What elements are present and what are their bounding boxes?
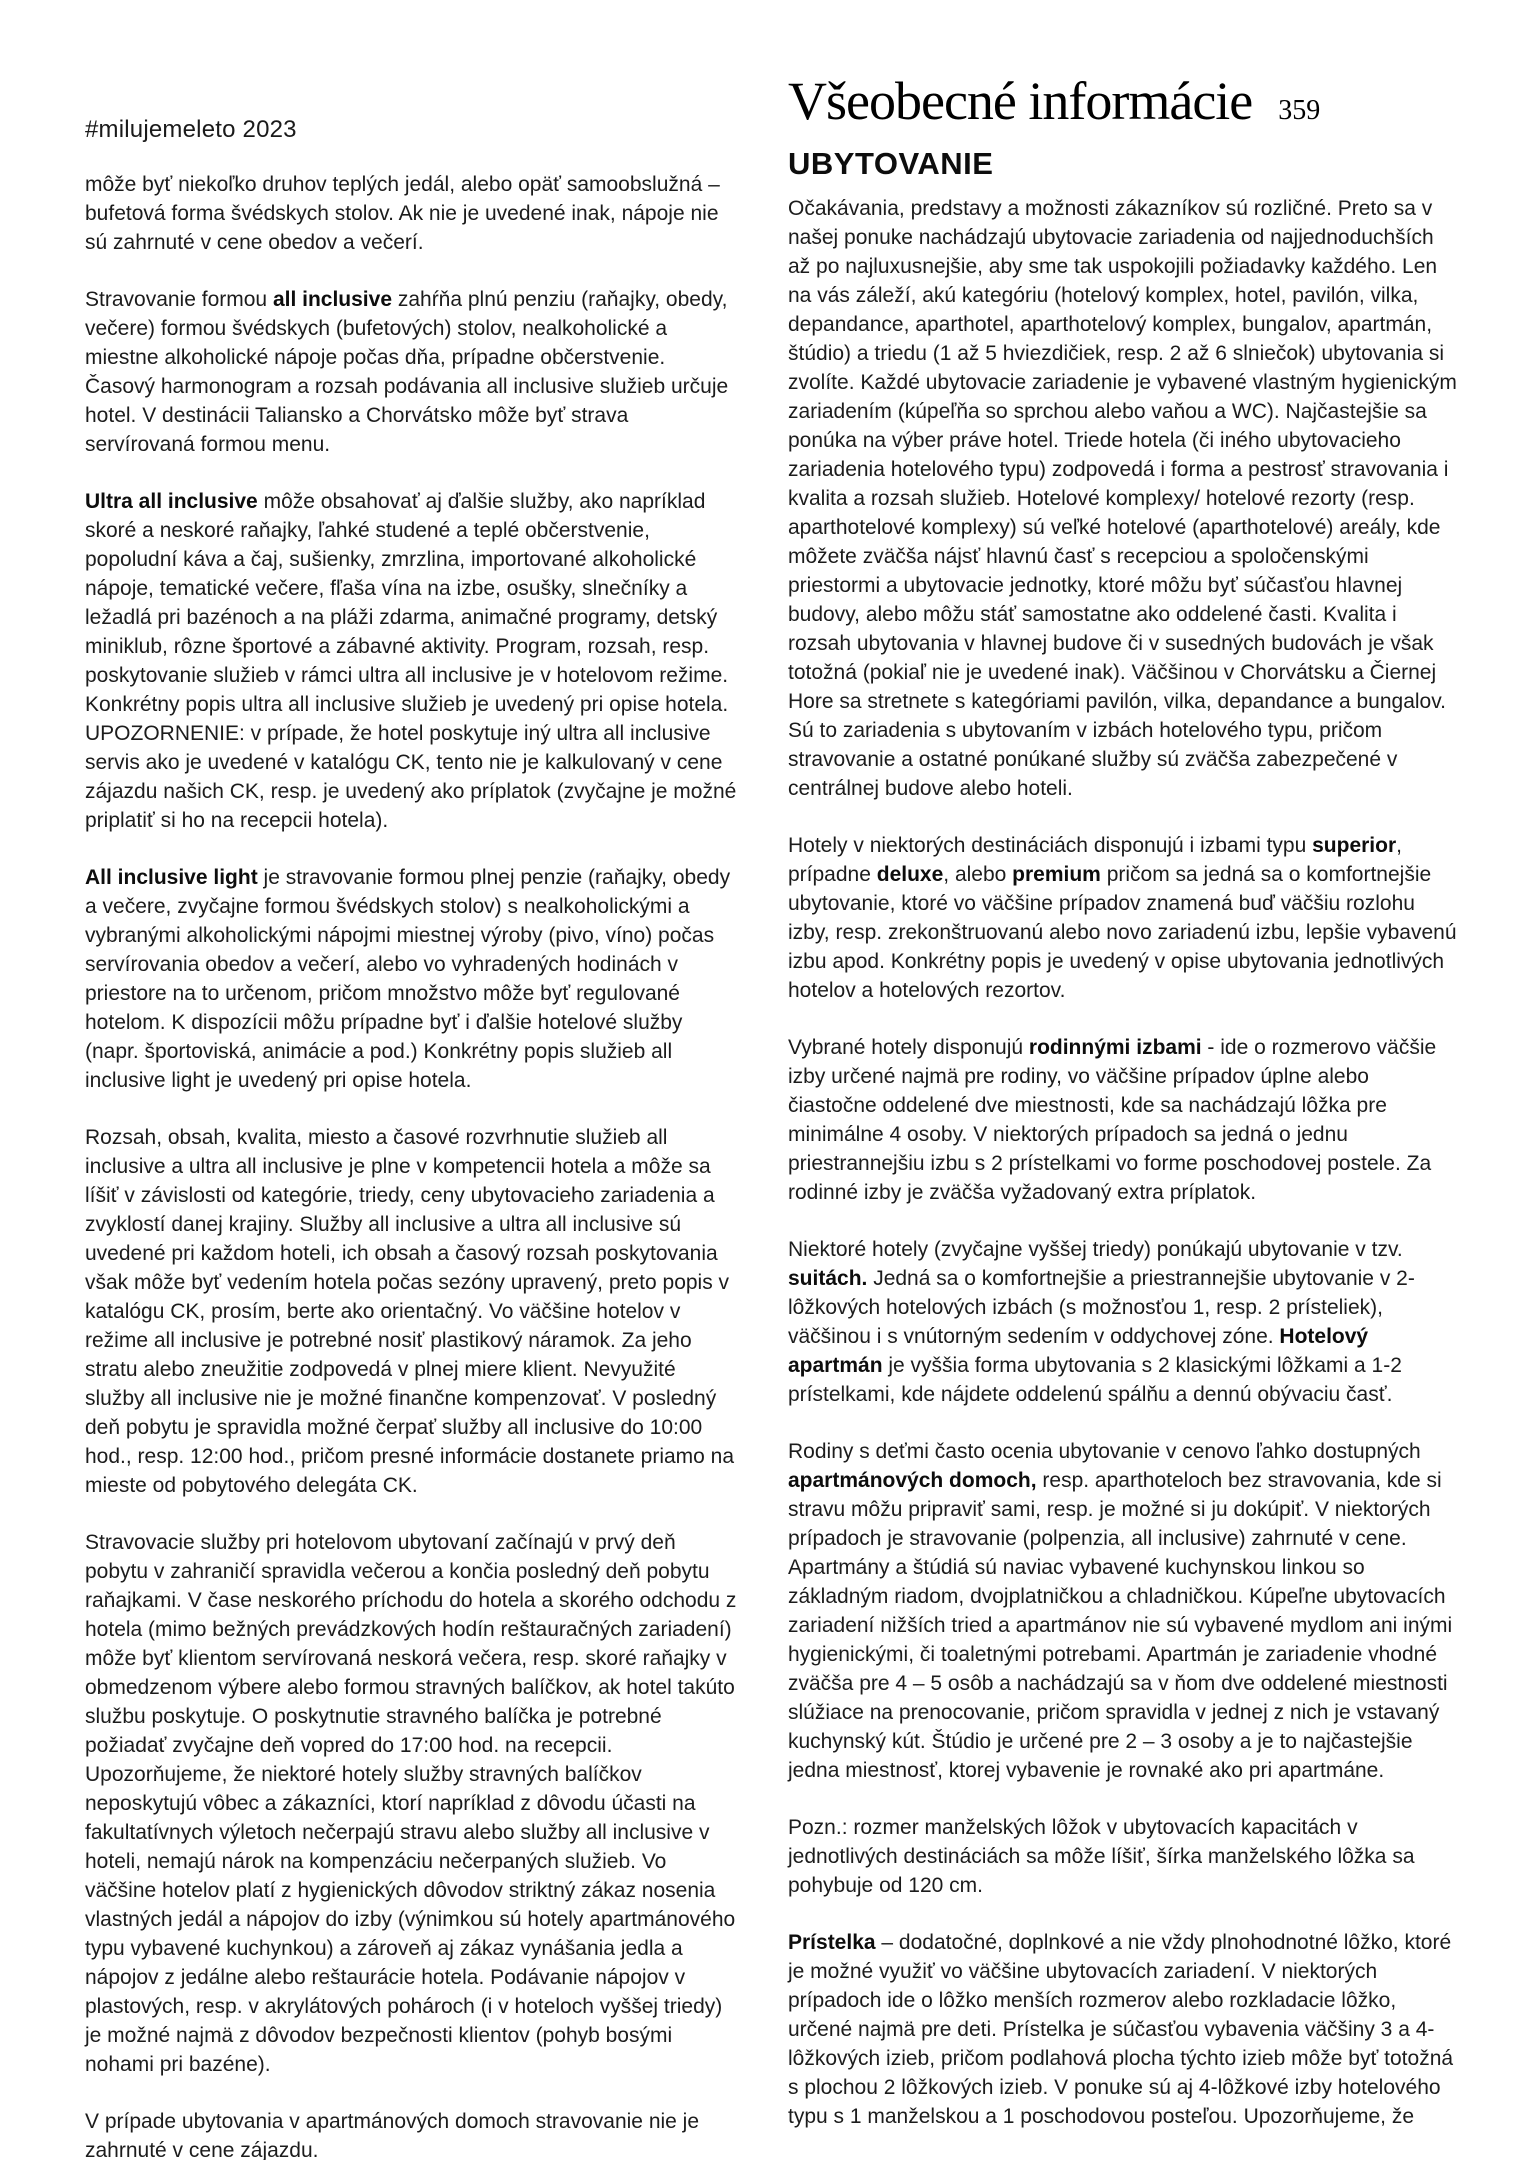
campaign-hashtag: #milujemeleto 2023 (85, 116, 297, 143)
paragraph (788, 1235, 1460, 1409)
paragraph (85, 1528, 740, 2079)
paragraph (85, 863, 740, 1095)
text-segment: resp. aparthoteloch bez stravovania, kde si stravu môžu pripraviť sami, resp. je možné si ju dokúpiť. V niektorých prípadoch je stravovanie (polpenzia, all inclusive) zahrnuté v cene. Apartmány a štúdiá sú naviac vybavené kuchynskou linkou so základným riadom, dvojplatničkou a chladničkou. Kúpeľne ubytovacích zariadení nižších tried a apartmánov nie sú vybavené mydlom ani inými hygienickými, či toaletnými potrebami. Apartmán je zariadenie vhodné zväčša pre 4 – 5 osôb a nachádzajú sa v ňom dve oddelené miestnosti slúžiace na prenocovanie, pričom spravidla v jednej z nich je vstavaný kuchynský kút. Štúdio je určené pre 2 – 3 osoby a je to najčastejšie jedna miestnosť, ktorej vybavenie je rovnaké ako pri apartmáne. (788, 1469, 1453, 1782)
left-column (85, 70, 740, 2160)
text-segment: suitách. (788, 1267, 868, 1290)
text-segment: Jedná sa o komfortnejšie a priestrannejšie ubytovanie v 2-lôžkových hotelových izbách (s možnosťou 1, resp. 2 prísteliek), väčšinou i s vnútorným sedením v oddychovej zóne. (788, 1267, 1415, 1348)
paragraph (788, 1928, 1460, 2131)
paragraph (788, 1813, 1460, 1900)
text-segment: Očakávania, predstavy a možnosti zákazníkov sú rozličné. Preto sa v našej ponuke nachádzajú ubytovacie zariadenia od najjednoduchších až po najluxusnejšie, aby sme tak uspokojili požiadavky každého. Len na vás záleží, akú kategóriu (hotelový komplex, hotel, pavilón, vilka, depandance, aparthotel, aparthotelový komplex, bungalov, apartmán, štúdio) a triedu (1 až 5 hviezdičiek, resp. 2 až 6 slniečok) ubytovania si zvolíte. Každé ubytovacie zariadenie je vybavené vlastným hygienickým zariadením (kúpeľňa so sprchou alebo vaňou a WC). Najčastejšie sa ponúka na výber práve hotel. Triede hotela (či iného ubytovacieho zariadenia hotelového typu) zodpovedá i forma a pestrosť stravovania i kvalita a rozsah služieb. Hotelové komplexy/ hotelové rezorty (resp. aparthotelové komplexy) sú veľké hotelové (aparthotelové) areály, kde môžete zväčša nájsť hlavnú časť s recepciou a spoločenskými priestormi a ubytovacie jednotky, ktoré môžu byť súčasťou hlavnej budovy, alebo môžu stáť samostatne ako oddelené časti. Kvalita i rozsah ubytovania v hlavnej budove či v susedných budovách je však totožná (pokiaľ nie je uvedené inak). Väčšinou v Chorvátsku a Čiernej Hore sa stretnete s kategóriami pavilón, vilka, depandance a bungalov. Sú to zariadenia s ubytovaním v izbách hotelového typu, pričom stravovanie a ostatné ponúkané služby sú zväčša zabezpečené v centrálnej budove alebo hoteli. (788, 197, 1457, 800)
page-header (788, 70, 1460, 132)
text-segment: - ide o rozmerovo väčšie izby určené najmä pre rodiny, vo väčšine prípadov úplne alebo čiastočne oddelené dve miestnosti, kde sa nachádzajú lôžka pre minimálne 4 osoby. V niektorých prípadoch sa jedná o jednu priestrannejšiu izbu s 2 prístelkami vo forme poschodovej postele. Za rodinné izby je zväčša vyžadovaný extra príplatok. (788, 1036, 1437, 1204)
text-segment: Rozsah, obsah, kvalita, miesto a časové rozvrhnutie služieb all inclusive a ultra all inclusive je plne v kompetencii hotela a môže sa líšiť v závislosti od kategórie, triedy, ceny ubytovacieho zariadenia a zvyklostí danej krajiny. Služby all inclusive a ultra all inclusive sú uvedené pri každom hoteli, ich obsah a časový rozsah poskytovania však môže byť vedením hotela počas sezóny upravený, preto popis v katalógu CK, prosím, berte ako orientačný. Vo väčšine hotelov v režime all inclusive je potrebné nosiť plastikový náramok. Za jeho stratu alebo zneužitie zodpovedá v plnej miere klient. Nevyužité služby all inclusive nie je možné finančne kompenzovať. V posledný deň pobytu je spravidla možné čerpať služby all inclusive do 10:00 hod., resp. 12:00 hod., pričom presné informácie dostanete priamo na mieste od pobytového delegáta CK. (85, 1126, 735, 1497)
text-segment: V prípade ubytovania v apartmánových domoch stravovanie nie je zahrnuté v cene zájazdu. (85, 2110, 700, 2160)
text-segment: Rodiny s deťmi často ocenia ubytovanie v cenovo ľahko dostupných (788, 1440, 1421, 1463)
paragraph (85, 170, 740, 257)
paragraph (788, 831, 1460, 1005)
text-segment: Stravovanie formou (85, 288, 273, 311)
page-number: 359 (1278, 95, 1321, 126)
text-segment: apartmánových domoch, (788, 1469, 1037, 1492)
text-segment: Niektoré hotely (zvyčajne vyššej triedy) ponúkajú ubytovanie v tzv. (788, 1238, 1403, 1261)
right-column (788, 70, 1460, 2160)
text-segment: , prípadne (788, 834, 1402, 886)
text-segment: je vyššia forma ubytovania s 2 klasickými lôžkami a 1-2 prístelkami, kde nájdete oddelenú spálňu a dennú obývaciu časť. (788, 1354, 1402, 1406)
paragraph (788, 1033, 1460, 1207)
page-title: Všeobecné informácie (788, 71, 1253, 131)
text-segment: Hotely v niektorých destináciách disponujú i izbami typu (788, 834, 1313, 857)
text-segment: Ultra all inclusive (85, 490, 258, 513)
section-heading-ubytovanie: UBYTOVANIE (788, 146, 994, 181)
text-segment: – dodatočné, doplnkové a nie vždy plnohodnotné lôžko, ktoré je možné využiť vo väčšine ubytovacích zariadení. V niektorých prípadoch ide o lôžko menších rozmerov alebo rozkladacie lôžko, určené najmä pre deti. Prístelka je súčasťou vybavenia väčšiny 3 a 4-lôžkových izieb, pričom podlahová plocha týchto izieb môže byť totožná s plochou 2 lôžkových izieb. V ponuke sú aj 4-lôžkové izby hotelového typu s 1 manželskou a 1 poschodovou posteľou. Upozorňujeme, že (788, 1931, 1454, 2128)
text-segment: all inclusive (272, 288, 392, 311)
text-segment: premium (1012, 863, 1101, 886)
right-column-text (788, 194, 1460, 2131)
text-segment: zahŕňa plnú penziu (raňajky, obedy, večere) formou švédskych (bufetových) stolov, nealkoholické a miestne alkoholické nápoje počas dňa, prípadne občerstvenie. Časový harmonogram a rozsah podávania all inclusive služieb určuje hotel. V destinácii Taliansko a Chorvátsko môže byť strava servírovaná formou menu. (85, 288, 729, 456)
paragraph (85, 2107, 740, 2160)
text-segment: môže obsahovať aj ďalšie služby, ako napríklad skoré a neskoré raňajky, ľahké studené a teplé občerstvenie, popoludní káva a čaj, sušienky, zmrzlina, importované alkoholické nápoje, tematické večere, fľaša vína na izbe, osušky, slnečníky a ležadlá pri bazénoch a na pláži zdarma, animačné programy, detský miniklub, rôzne športové a zábavné aktivity. Program, rozsah, resp. poskytovanie služieb v rámci ultra all inclusive je v hotelovom režime. Konkrétny popis ultra all inclusive služieb je uvedený pri opise hotela. UPOZORNENIE: v prípade, že hotel poskytuje iný ultra all inclusive servis ako je uvedené v katalógu CK, tento nie je kalkulovaný v cene zájazdu našich CK, resp. je uvedený ako príplatok (zvyčajne je možné priplatiť si ho na recepcii hotela). (85, 490, 737, 832)
text-segment: rodinnými izbami (1028, 1036, 1202, 1059)
text-segment: Pozn.: rozmer manželských lôžok v ubytovacích kapacitách v jednotlivých destináciách sa môže líšiť, šírka manželského lôžka sa pohybuje od 120 cm. (788, 1816, 1415, 1897)
text-segment: môže byť niekoľko druhov teplých jedál, alebo opäť samoobslužná – bufetová forma švédskych stolov. Ak nie je uvedené inak, nápoje nie sú zahrnuté v cene obedov a večerí. (85, 173, 720, 254)
paragraph (85, 487, 740, 835)
text-segment: deluxe (876, 863, 944, 886)
text-segment: Prístelka (788, 1931, 876, 1954)
text-segment: Hotelový apartmán (788, 1325, 1369, 1377)
text-segment: , alebo (943, 863, 1013, 886)
text-segment: All inclusive light (85, 866, 258, 889)
paragraph (85, 1123, 740, 1500)
text-segment: Stravovacie služby pri hotelovom ubytovaní začínajú v prvý deň pobytu v zahraničí spravidla večerou a končia posledný deň pobytu raňajkami. V čase neskorého príchodu do hotela a skorého odchodu z hotela (mimo bežných prevádzkových hodín reštauračných zariadení) môže byť klientom servírovaná neskorá večera, resp. skoré raňajky v obmedzenom výbere alebo formou stravných balíčkov, ak hotel takúto službu poskytuje. O poskytnutie stravného balíčka je potrebné požiadať zvyčajne deň vopred do 17:00 hod. na recepcii. Upozorňujeme, že niektoré hotely služby stravných balíčkov neposkytujú vôbec a zákazníci, ktorí napríklad z dôvodu účasti na fakultatívnych výletoch nečerpajú stravu alebo služby all inclusive v hoteli, nemajú nárok na kompenzáciu nečerpaných služieb. Vo väčšine hotelov platí z hygienických dôvodov striktný zákaz nosenia vlastných jedál a nápojov do izby (výnimkou sú hotely apartmánového typu vybavené kuchynkou) a zároveň aj zákaz vynášania jedla a nápojov z jedálne alebo reštaurácie hotela. Podávanie nápojov v plastových, resp. v akrylátových pohároch (i v hoteloch vyššej triedy) je možné najmä z dôvodov bezpečnosti klientov (pohyb bosými nohami pri bazéne). (85, 1531, 737, 2076)
paragraph (85, 285, 740, 459)
left-column-text (85, 170, 740, 2160)
text-segment: pričom sa jedná sa o komfortnejšie ubytovanie, ktoré vo väčšine prípadov znamená buď väčšiu rozlohu izby, resp. zrekonštruovanú alebo novo zariadenú izbu, lepšie vybavenú izbu apod. Konkrétny popis je uvedený v opise ubytovania jednotlivých hotelov a hotelových rezortov. (788, 863, 1457, 1002)
paragraph (788, 1437, 1460, 1785)
text-segment: je stravovanie formou plnej penzie (raňajky, obedy a večere, zvyčajne formou švédskych stolov) s nealkoholickými a vybranými alkoholickými nápojmi miestnej výroby (pivo, víno) počas servírovania obedov a večerí, alebo vo vyhradených hodinách v priestore na to určenom, pričom množstvo môže byť regulované hotelom. K dispozícii môžu prípadne byť i ďalšie hotelové služby (napr. športoviská, animácie a pod.) Konkrétny popis služieb all inclusive light je uvedený pri opise hotela. (85, 866, 731, 1092)
text-segment: superior (1312, 834, 1397, 857)
text-segment: Vybrané hotely disponujú (788, 1036, 1029, 1059)
paragraph (788, 194, 1460, 803)
